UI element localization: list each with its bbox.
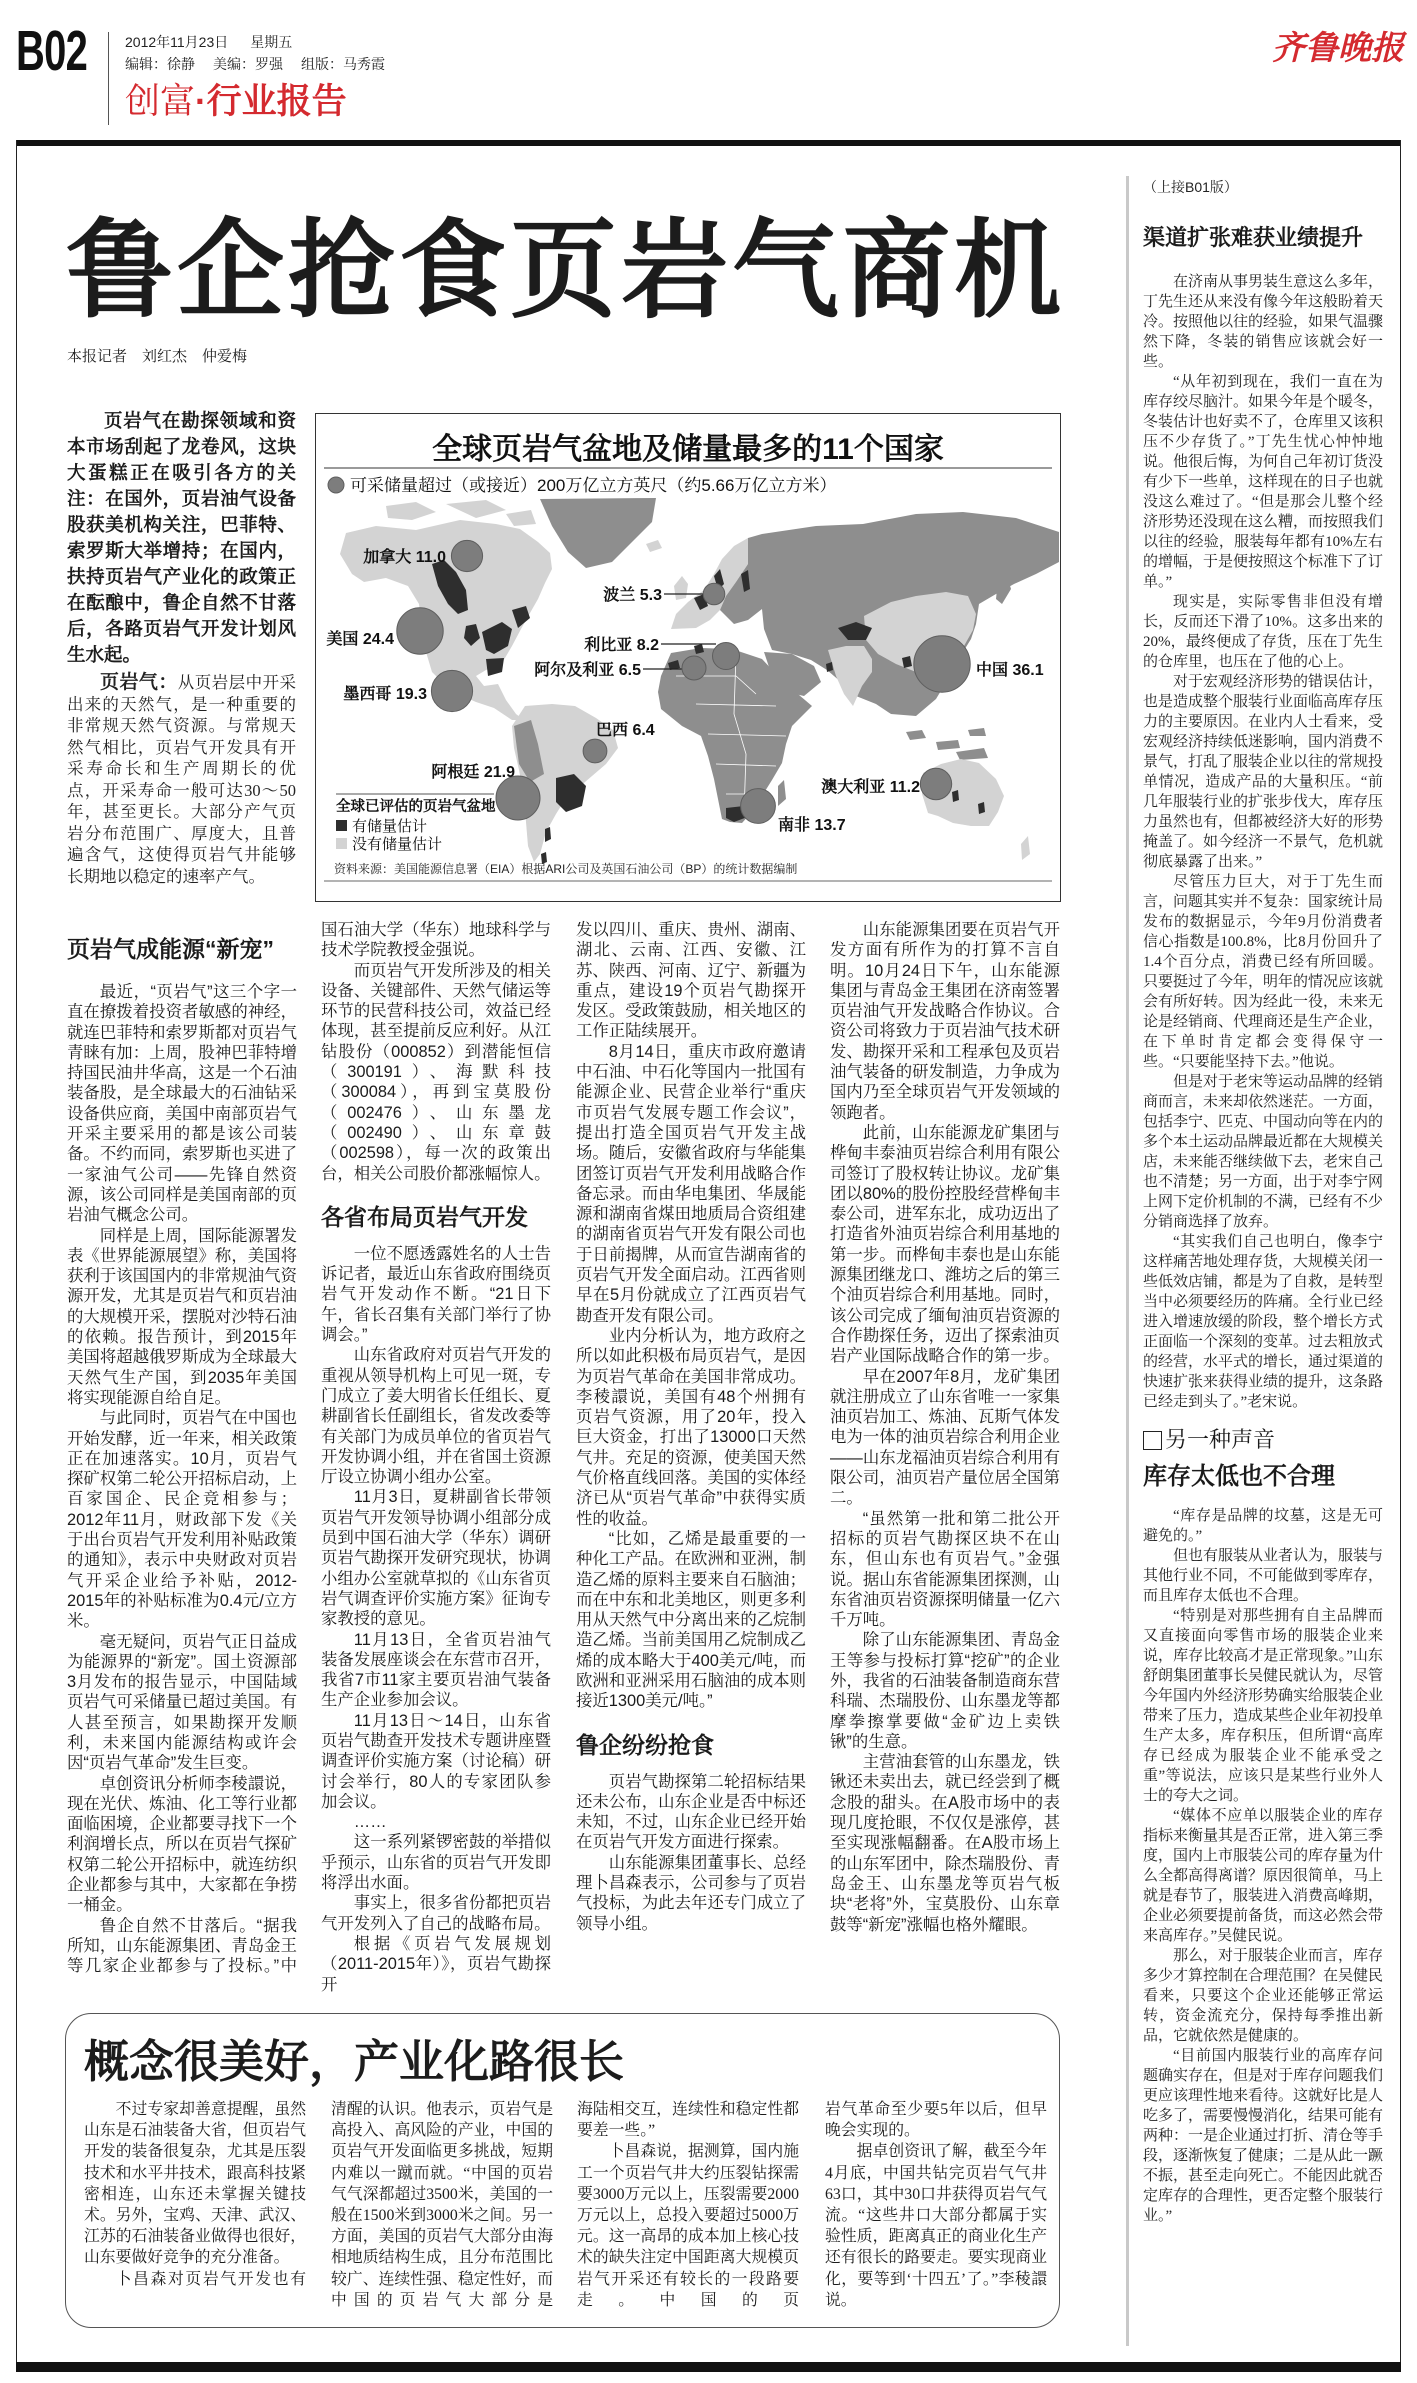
- paragraph: “其实我们自己也明白，像李宁这样痛苦地处理存货，大规模关闭一些低效店铺，都是为了自救，是转型当中必须要经历的阵痛。全行业已经进入增速放缓的阶段，整个增长方式正面临一个深刻的变革。过去粗放式的经营，水平式的增长，通过渠道的快速扩张来获得业绩的提升，这条路已经走到头了。”老宋说。: [1143, 1234, 1384, 1410]
- paragraph: 卜昌森说，据测算，国内施工一个页岩气井大约压裂钻探需要3000万元以上，压裂需要2000万元以上，总投入要超过5000万元。这一高昂的成本加上核心技术的缺失注定中国距离大规模页岩气开采还有较长的一段路要走。中国的页: [577, 2143, 799, 2309]
- paragraph: 卜昌森对页岩气开发也有: [115, 2270, 306, 2288]
- reserve-circle: [451, 540, 482, 571]
- paragraph: “特别是对那些拥有自主品牌而又直接面向零售市场的服装企业来说，库存比较高才是正常现象。”山东舒朗集团董事长吴健民就认为，尽管今年国内外经济形势确实给服装企业带来了压力，造成某些企业年初投单生产太多，库存积压，但所谓“高库存已经成为服装企业不能承受之重”等说法，应该只是某些行业外人士的夸大之词。: [1143, 1608, 1384, 1804]
- reserve-circle: [397, 608, 443, 654]
- paragraph: 鲁企自然不甘落后。“据我所知，山东能源集团、青岛金王等几家企业都参与了投标。”中: [67, 1916, 297, 1976]
- aside-label-text: 另一种声音: [1165, 1427, 1276, 1452]
- country-reserve-label: 南非 13.7: [778, 817, 846, 834]
- frame-border-right: [1400, 140, 1401, 2368]
- paragraph: 现实是，实际零售非但没有增长，反而还下滑了10%。这多出来的20%，最终便成了存货，压在丁先生的仓库里，也压在了他的心上。: [1143, 594, 1383, 670]
- paragraph: 一位不愿透露姓名的人士告诉记者，最近山东省政府围绕页岩气开发动作不断。“21日下午，省长召集有关部门举行了协调会。”: [321, 1244, 551, 1345]
- paragraph: 与此同时，页岩气在中国也开始发酵，近一年来，相关政策正在加速落实。10月，页岩气探矿权第二轮公开招标启动，上百家国企、民企竞相参与；2012年11月，财政部下发《关于出台页岩气开发利用补贴政策的通知》，表示中央财政对页岩气开采企业给予补贴，2012-2015年的补贴标准为0.4元/立方米。: [67, 1409, 297, 1631]
- reserve-circle: [713, 643, 740, 670]
- newspaper-logo: 齐鲁晚报: [1272, 31, 1404, 67]
- section-name: ·行业报告: [195, 82, 347, 121]
- reserve-circle: [920, 768, 951, 799]
- section-heading: 各省布局页岩气开发: [321, 1203, 528, 1230]
- frame-border-left: [16, 140, 17, 2368]
- paragraph: 同样是上周，国际能源署发表《世界能源展望》称，美国将获利于该国国内的非常规油气资源开发，尤其是页岩气和页岩油的大规模开采，摆脱对沙特石油的依赖。报告预计，到2015年美国将超越俄罗斯成为全球最大天然气生产国，到2035年美国将实现能源自给自足。: [67, 1226, 297, 1407]
- paragraph: 这一系列紧锣密鼓的举措似乎预示，山东省的页岩气开发即将浮出水面。: [321, 1833, 551, 1893]
- paragraph: 11月3日，夏耕副省长带领页岩气开发领导协调小组部分成员到中国石油大学（华东）调研页岩气勘探开发研究现状，协调小组办公室就草拟的《山东省页岩气调查评价实施方案》征询专家教授的意见。: [321, 1488, 551, 1629]
- square-bullet-icon: [1143, 1431, 1162, 1450]
- reserve-circle: [431, 670, 472, 711]
- section-prefix: 创富: [125, 82, 196, 121]
- right-column-heading: 渠道扩张难获业绩提升: [1143, 225, 1364, 250]
- paragraph: 而页岩气开发所涉及的相关设备、关键部件、天然气储运等环节的民营科技公司，效益已经体现，甚至提前反应利好。从江钻股份（000852）到潜能恒信（300191）、海默科技（300084），再到宝莫股份（002476）、山东墨龙（002490）、山东章鼓（002598），每一次的政策出台，相关公司股价都涨幅惊人。: [321, 961, 551, 1183]
- map-title: 全球页岩气盆地及储量最多的11个国家: [432, 433, 944, 466]
- section-title: [125, 82, 347, 122]
- shale-gas-map-infographic: [315, 413, 1061, 902]
- weekday-text: 星期五: [250, 34, 293, 50]
- bottom-rule: [16, 2362, 1401, 2372]
- reserve-circle: [682, 656, 706, 680]
- paragraph: 在济南从事男装生意这么多年，丁先生还从来没有像今年这般盼着天冷。按照他以往的经验，如果气温骤然下降，冬装的销售应该就会好一些。: [1143, 274, 1384, 370]
- country-reserve-label: 波兰 5.3: [603, 587, 662, 604]
- basin-legend-item: 有储量估计: [352, 818, 428, 835]
- reserve-circle: [703, 583, 725, 605]
- basin-without-estimate-swatch: [336, 838, 347, 849]
- editor-credit: 编辑：徐静: [125, 56, 195, 72]
- landmass-uk: [674, 576, 688, 600]
- article-intro: 页岩气在勘探领域和资本市场刮起了龙卷风，这块大蛋糕正在吸引各方的关注：在国外，页岩油气设备股获美机构关注，巴菲特、索罗斯大举增持；在国内，扶持页岩气产业化的政策正在酝酿中，鲁企自然不甘落后，各路页岩气开发计划风生水起。: [67, 410, 296, 665]
- section-heading: 页岩气成能源“新宠”: [67, 936, 274, 962]
- basin-legend-item: 没有储量估计: [352, 836, 443, 853]
- landmass-southeast-asia-islands: [906, 728, 988, 760]
- map-circle-legend: 可采储量超过（或接近）200万亿立方英尺（约5.66万亿立方米）: [350, 476, 837, 495]
- landmass-greenland: [540, 498, 656, 568]
- paragraph: ……: [353, 1813, 387, 1832]
- sidebar-column-2: [331, 2099, 553, 2311]
- article-column-1: [67, 934, 297, 1977]
- right-column-article: [1143, 178, 1383, 2226]
- paragraph: 毫无疑问，页岩气正日益成为能源界的“新宠”。国土资源部3月发布的报告显示，中国陆域页岩气可采储量已超过美国。有人甚至预言，如果勘探开发顺利，未来国内能源结构或许会因“页岩气革命”发生巨变。: [67, 1632, 297, 1773]
- sidebar-box: [65, 2013, 1060, 2328]
- page-number: B02: [16, 19, 88, 83]
- article-headline: 鲁企抢食页岩气商机: [66, 210, 1066, 330]
- paragraph: 业内分析认为，地方政府之所以如此积极布局页岩气，是因为页岩气革命在美国非常成功。李稜譞说，美国有48个州拥有页岩气资源，用了20年，投入巨大资金，打出了13000口天然气井。充足的资源，使美国天然气价格直线回落。美国的实体经济已从“页岩气革命”中获得实质性的收益。: [576, 1326, 806, 1528]
- aside-label: [1143, 1426, 1383, 1454]
- country-reserve-label: 美国 24.4: [326, 631, 394, 648]
- continued-from-note: （上接B01版）: [1143, 179, 1238, 195]
- paragraph: 除了山东能源集团、青岛金王等参与投标打算“挖矿”的企业外，我省的石油装备制造商东营科瑞、杰瑞股份、山东墨龙等都摩拳擦掌要做“金矿边上卖铁锹”的生意。: [830, 1631, 1060, 1751]
- reserve-circle: [741, 789, 776, 824]
- landmass-madagascar: [778, 780, 786, 806]
- paragraph: 但也有服装从业者认为，服装与其他行业不同，不可能做到零库存，而且库存太低也不合理。: [1143, 1548, 1384, 1604]
- paragraph: 海陆相交互，连续性和稳定性都要差一些。”: [577, 2101, 799, 2140]
- paragraph: “库存是品牌的坟墓，这是无可避免的。”: [1143, 1508, 1383, 1544]
- paragraph: “从年初到现在，我们一直在为库存绞尽脑汁。如果今年是个暖冬，冬装估计也好卖不了，仓库里又该积压不少存货了。”丁先生忧心忡忡地说。他很后悔，为何自己年初订货没有少下一些单，这样现在的日子也就没这么难过了。“但是那会儿整个经济形势还没现在这么糟，而按照我们以往的经验，服装每年都有10%左右的增幅，于是便按照这个标准下了订单。”: [1143, 374, 1384, 590]
- paragraph: 11月13日～14日，山东省页岩气勘查开发技术专题讲座暨调查评价实施方案（讨论稿）研讨会举行，80人的专家团队参加会议。: [321, 1711, 551, 1811]
- basin-with-estimate-swatch: [336, 820, 347, 831]
- paragraph: 清醒的认识。他表示，页岩气是高投入、高风险的产业，中国的页岩气开发面临更多挑战，短期内难以一蹴而就。“中国的页岩气气深都超过3500米，美国的一般在1500米到3000米之间。另一方面，美国的页岩气大部分由海相地质结构生成，且分布范围比较广、连续性强、稳定性好，而中国的页岩气大部分是: [331, 2101, 553, 2309]
- paragraph: 尽管压力巨大，对于丁先生而言，问题其实并不复杂：国家统计局发布的数据显示，今年9月份消费者信心指数是100.8%，比8月份回升了1.4个百分点，消费已经有所回暖。只要挺过了今年，明年的情况应该就会有所好转。因为经此一役，未来无论是经销商、代理商还是生产企业，在下单时肯定都会变得保守一些。“只要能坚持下去。”他说。: [1143, 874, 1384, 1070]
- byline: 本报记者 刘红杰 仲爱梅: [67, 348, 248, 365]
- issue-date: [125, 33, 314, 51]
- article-column-2: [321, 920, 551, 1995]
- paragraph: “虽然第一批和第二批公开招标的页岩气勘探区块不在山东，但山东也有页岩气。”金强说。据山东省能源集团探测，山东省油页岩资源探明储量一亿六千万吨。: [830, 1509, 1060, 1630]
- paragraph: “比如，乙烯是最重要的一种化工产品。在欧洲和亚洲，制造乙烯的原料主要来自石脑油；而在中东和北美地区，则更多利用从天然气中分离出来的乙烷制造乙烯。当前美国用乙烷制成乙烯的成本略大于400美元/吨，而欧洲和亚洲采用石脑油的成本则接近1300美元/吨。”: [576, 1529, 806, 1711]
- country-reserve-label: 利比亚 8.2: [584, 637, 659, 654]
- paragraph: 卓创资讯分析师李稜譞说，现在光伏、炼油、化工等行业都面临困境，企业都要寻找下一个利润增长点，所以在页岩气探矿权第二轮公开招标中，就连纺织企业都参与其中，大家都在争捞一桶金。: [67, 1774, 297, 1915]
- paragraph: 对于宏观经济形势的错误估计，也是造成整个服装行业面临高库存压力的主要原因。在业内人士看来，受宏观经济持续低迷影响，国内消费不景气，打乱了服装企业以往的常规投单情况，造成产品的大量积压。“前几年服装行业的扩张步伐大，库存压力虽然也有，但都被经济大好的形势掩盖了。如今经济一不景气，危机就彻底暴露了出来。”: [1143, 674, 1384, 870]
- paragraph: 11月13日，全省页岩油气装备发展座谈会在东营市召开，我省7市11家主要页岩油气装备生产企业参加会议。: [321, 1630, 551, 1710]
- section-heading: 鲁企纷纷抢食: [576, 1731, 714, 1758]
- paragraph: 根据《页岩气发展规划（2011-2015年）》，页岩气勘探开: [321, 1934, 551, 1994]
- date-text: 2012年11月23日: [125, 34, 229, 50]
- paragraph: 山东能源集团董事长、总经理卜昌森表示，公司参与了页岩气投标，为此去年还专门成立了领导小组。: [576, 1853, 806, 1933]
- basin-legend-title: 全球已评估的页岩气盆地: [336, 799, 496, 815]
- reserve-circle: [914, 636, 970, 692]
- glossary-text: 从页岩层中开采出来的天然气，是一种重要的非常规天然气资源。与常规天然气相比，页岩气开发具有开采寿命长和生产周期长的优点，开采寿命一般可达30～50年，甚至更长。大部分产气页岩分布范围广、厚度大，且普遍含气，这使得页岩气井能够长期地以稳定的速率产气。: [67, 673, 296, 886]
- country-reserve-label: 巴西 6.4: [596, 722, 655, 739]
- paragraph: 页岩气勘探第二轮招标结果还未公布，山东企业是否中标还未知，不过，山东企业已经开始在页岩气开发方面进行探索。: [576, 1772, 806, 1852]
- paragraph: 国石油大学（华东）地球科学与技术学院教授金强说。: [321, 921, 551, 960]
- country-reserve-label: 阿尔及利亚 6.5: [534, 662, 641, 679]
- paragraph: 8月14日，重庆市政府邀请中石油、中石化等国内一批国有能源企业、民营企业举行“重庆市页岩气发展专题工作会议”，提出打造全国页岩气开发主战场。随后，安徽省政府与华能集团签订页岩气开发利用战略合作备忘录。而由华电集团、华晟能源和湖南省煤田地质局合资组建的湖南省页岩气开发有限公司也于日前揭牌，从而宣告湖南省的页岩气开发全面启动。江西省则早在5月份就成立了江西页岩气勘查开发有限公司。: [576, 1042, 806, 1325]
- right-column-divider: [1126, 176, 1129, 2346]
- country-reserve-label: 阿根廷 21.9: [431, 764, 515, 781]
- paragraph: “目前国内服装行业的高库存问题确实存在，但是对于库存问题我们更应该理性地来看待。这就好比是人吃多了，需要慢慢消化，结果可能有两种：一是企业通过打折、清仓等手段，逐渐恢复了健康；二是从此一蹶不振，甚至走向死亡。不能因此就否定库存的合理性，更否定整个服装行业。”: [1143, 2048, 1384, 2224]
- country-reserve-label: 澳大利亚 11.2: [821, 779, 920, 796]
- editor-credits: [125, 55, 403, 73]
- sidebar-column-1: [84, 2099, 306, 2290]
- world-map: [316, 414, 1060, 901]
- right-column-subheading: 库存太低也不合理: [1143, 1463, 1335, 1490]
- reserve-circle: [583, 739, 607, 763]
- paragraph: 事实上，很多省份都把页岩气开发列入了自己的战略布局。: [321, 1894, 551, 1933]
- paragraph: 不过专家却善意提醒，虽然山东是石油装备大省，但页岩气开发的装备很复杂，尤其是压裂技术和水平井技术，跟高科技紧密相连，山东还未掌握关键技术。另外，宝鸡、天津、武汉、江苏的石油装备业做得也很好，山东要做好竞争的充分准备。: [84, 2101, 306, 2267]
- country-reserve-label: 加拿大 11.0: [363, 549, 446, 566]
- paragraph: 山东能源集团要在页岩气开发方面有所作为的打算不言自明。10月24日下午，山东能源集团与青岛金王集团在济南签署页岩油气开发战略合作协议。合资公司将致力于页岩油气技术研发、勘探开采和工程承包及页岩油气装备的研发制造，力争成为国内乃至全球页岩气开发领域的领跑者。: [830, 921, 1060, 1122]
- paragraph: 岩气革命至少要5年以后，但早晚会实现的。: [825, 2101, 1047, 2140]
- legend-circle-icon: [328, 477, 344, 493]
- paragraph: 主营油套管的山东墨龙，铁锹还未卖出去，就已经尝到了概念股的甜头。在A股市场中的表现几度抢眼，不仅仅是涨停，甚至实现涨幅翻番。在A股市场上的山东军团中，除杰瑞股份、青岛金王、山东墨龙等页岩气板块“老将”外，宝莫股份、山东章鼓等“新宠”涨幅也格外耀眼。: [830, 1753, 1060, 1934]
- paragraph: 早在2007年8月，龙矿集团就注册成立了山东省唯一一家集油页岩加工、炼油、瓦斯气体发电为一体的油页岩综合利用企业——山东龙福油页岩综合利用有限公司，油页岩产量位居全国第二。: [830, 1367, 1060, 1508]
- paragraph: 据卓创资讯了解，截至今年4月底，中国共钻完页岩气气井63口，其中30口井获得页岩气气流。“这些井口大部分都属于实验性质，距离真正的商业化生产还有很长的路要走。要实现商业化，要等到‘十四五’了。”李稜譞说。: [825, 2143, 1047, 2309]
- paragraph: 山东省政府对页岩气开发的重视从领导机构上可见一斑，专门成立了姜大明省长任组长、夏耕副省长任副组长，省发改委等有关部门为成员单位的省页岩气开发协调小组，并在省国土资源厅设立协调小组办公室。: [321, 1346, 551, 1487]
- art-editor-credit: 美编：罗强: [213, 56, 283, 72]
- landmass-new-zealand: [1021, 836, 1030, 860]
- sidebar-headline: 概念很美好，产业化路很长: [84, 2036, 625, 2087]
- country-reserve-label: 墨西哥 19.3: [343, 686, 427, 703]
- paragraph: “媒体不应单以服装企业的库存指标来衡量其是否正常，进入第三季度，国内上市服装公司的库存量为什么全都高得离谱？原因很简单，马上就是春节了，服装进入消费高峰期，企业必须要提前备货，而这必然会带来高库存。”吴健民说。: [1143, 1808, 1384, 1944]
- header-divider: [108, 32, 109, 125]
- paragraph: 但是对于老宋等运动品牌的经销商而言，未来却依然迷茫。一方面，包括李宁、匹克、中国动向等在内的多个本土运动品牌最近都在大规模关店，未来能否继续做下去，老宋自己也不清楚；另一方面，出于对李宁网上网下定价机制的不满，已经有不少分销商选择了放弃。: [1143, 1074, 1384, 1230]
- article-column-3: [576, 920, 806, 1934]
- top-rule: [16, 140, 1401, 146]
- paragraph: 最近，“页岩气”这三个字一直在撩拨着投资者敏感的神经，就连巴菲特和索罗斯都对页岩气青睐有加：上周，股神巴菲特增持国民油井华高，这是一个石油装备股，是全球最大的石油钻采设备供应商，美国中南部页岩气开采主要采用的都是该公司装备。不约而同，索罗斯也买进了一家油气公司——先锋自然资源，该公司同样是美国南部的页岩油气概念公司。: [67, 983, 297, 1225]
- reserve-circle: [496, 776, 540, 820]
- map-source-note: 资料来源：美国能源信息署（EIA）根据ARI公司及英国石油公司（BP）的统计数据编制: [334, 862, 798, 876]
- country-reserve-label: 中国 36.1: [976, 662, 1044, 679]
- paragraph: 发以四川、重庆、贵州、湖南、湖北、云南、江西、安徽、江苏、陕西、河南、辽宁、新疆为重点，建设19个页岩气勘探开发区。受政策鼓励，相关地区的工作正陆续展开。: [576, 921, 806, 1041]
- article-column-4: [830, 920, 1060, 1935]
- paragraph: 那么，对于服装企业而言，库存多少才算控制在合理范围？在吴健民看来，只要这个企业还能够正常运转，资金流充分，保持每季推出新品，它就依然是健康的。: [1143, 1948, 1384, 2044]
- glossary-term: 页岩气：: [100, 672, 178, 693]
- paragraph: 此前，山东能源龙矿集团与桦甸丰泰油页岩综合利用有限公司签订了股权转让协议。龙矿集团以80%的股份控股经营桦甸丰泰公司，进军东北，成功迈出了打造省外油页岩综合利用基地的第一步。而桦甸丰泰也是山东能源集团继龙口、潍坊之后的第三个油页岩综合利用基地。同时，该公司完成了缅甸油页岩资源的合作勘探任务，迈出了探索油页岩产业国际战略合作的第一步。: [830, 1123, 1060, 1366]
- sidebar-column-4: [825, 2099, 1047, 2311]
- glossary-note: [67, 672, 296, 887]
- sidebar-column-3: [577, 2099, 799, 2311]
- layout-editor-credit: 组版：马秀霞: [301, 56, 385, 72]
- landmass-iceland: [646, 540, 662, 552]
